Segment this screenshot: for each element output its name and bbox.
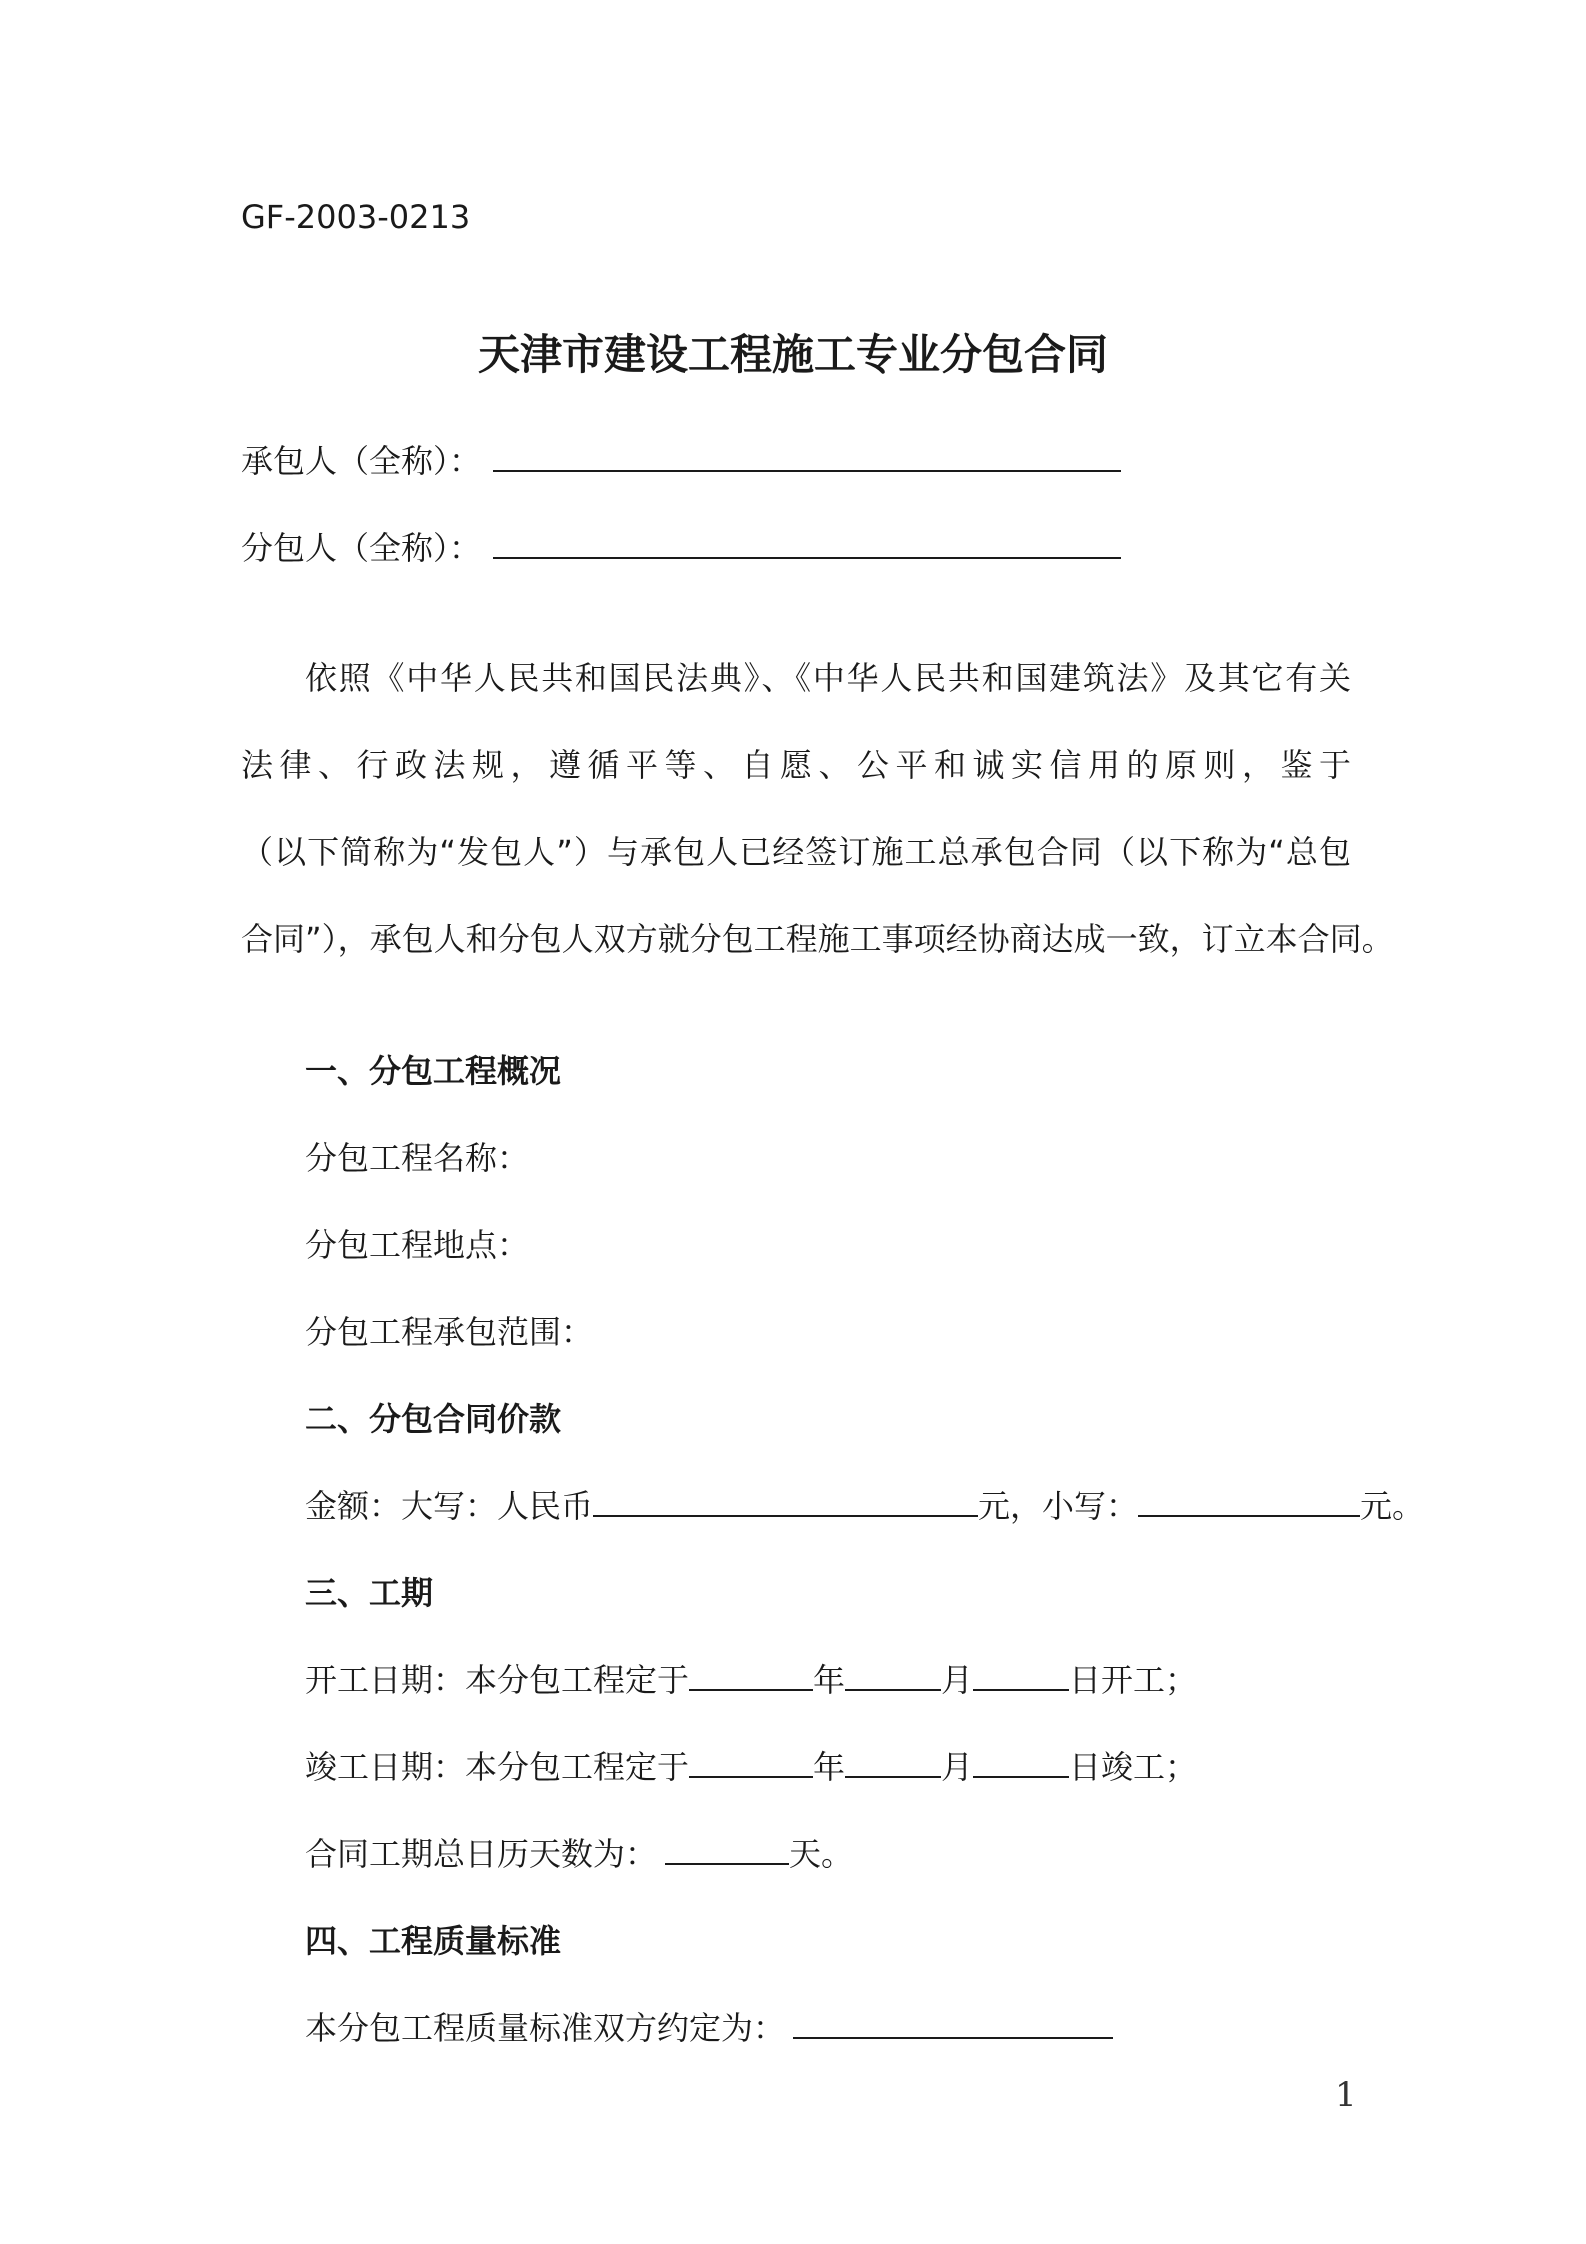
- section2-heading: 二、分包合同价款: [305, 1400, 562, 1438]
- quality-standard-line: [305, 2003, 1113, 2049]
- total-days-prefix: 合同工期总日历天数为：: [305, 1835, 658, 1873]
- project-name-label: 分包工程名称：: [305, 1139, 530, 1177]
- total-days-line: [305, 1829, 853, 1875]
- subcontractor-blank[interactable]: [493, 523, 1121, 559]
- amount-lowercase-blank[interactable]: [1138, 1481, 1360, 1517]
- preamble-line-1: 依照《中华人民共和国民法典》、《中华人民共和国建筑法》及其它有关: [305, 659, 1351, 697]
- end-date-line: [305, 1742, 1197, 1788]
- document-code: GF-2003-0213: [241, 198, 471, 236]
- amount-uppercase-blank[interactable]: [593, 1481, 978, 1517]
- subcontractor-label: 分包人（全称）：: [241, 529, 482, 567]
- document-title: 天津市建设工程施工专业分包合同: [477, 330, 1108, 379]
- contractor-blank[interactable]: [493, 436, 1121, 472]
- end-month-blank[interactable]: [845, 1742, 941, 1778]
- quality-standard-label: 本分包工程质量标准双方约定为：: [305, 2009, 786, 2047]
- end-date-prefix: 竣工日期：本分包工程定于: [305, 1748, 690, 1786]
- contractor-line: [241, 436, 1121, 482]
- start-date-prefix: 开工日期：本分包工程定于: [305, 1661, 690, 1699]
- preamble-line-3: （以下简称为“发包人”）与承包人已经签订施工总承包合同（以下称为“总包: [241, 833, 1351, 871]
- start-year-blank[interactable]: [689, 1655, 813, 1691]
- start-date-suffix: 日开工；: [1069, 1661, 1198, 1699]
- total-days-suffix: 天。: [789, 1835, 854, 1873]
- start-month-blank[interactable]: [845, 1655, 941, 1691]
- start-year-label: 年: [813, 1661, 846, 1699]
- start-date-line: [305, 1655, 1197, 1701]
- yuan-end-label: 元。: [1360, 1487, 1425, 1525]
- end-date-suffix: 日竣工；: [1069, 1748, 1198, 1786]
- section4-heading: 四、工程质量标准: [305, 1922, 562, 1960]
- yuan-small-label: 元，小写：: [978, 1487, 1139, 1525]
- amount-prefix: 金额：大写：人民币: [305, 1487, 594, 1525]
- project-scope-label: 分包工程承包范围：: [305, 1313, 594, 1351]
- end-month-label: 月: [941, 1748, 974, 1786]
- page-number: 1: [1335, 2075, 1357, 2115]
- preamble-line-2: 法律、行政法规，遵循平等、自愿、公平和诚实信用的原则，鉴于: [241, 746, 1351, 784]
- preamble-line-4: 合同”），承包人和分包人双方就分包工程施工事项经协商达成一致，订立本合同。: [241, 920, 1394, 958]
- end-year-label: 年: [813, 1748, 846, 1786]
- amount-line: [305, 1481, 1424, 1527]
- project-location-label: 分包工程地点：: [305, 1226, 530, 1264]
- section3-heading: 三、工期: [305, 1574, 434, 1612]
- end-year-blank[interactable]: [689, 1742, 813, 1778]
- subcontractor-line: [241, 523, 1121, 569]
- section1-heading: 一、分包工程概况: [305, 1052, 562, 1090]
- start-day-blank[interactable]: [973, 1655, 1069, 1691]
- start-month-label: 月: [941, 1661, 974, 1699]
- contractor-label: 承包人（全称）：: [241, 442, 482, 480]
- end-day-blank[interactable]: [973, 1742, 1069, 1778]
- quality-standard-blank[interactable]: [793, 2003, 1113, 2039]
- total-days-blank[interactable]: [665, 1829, 789, 1865]
